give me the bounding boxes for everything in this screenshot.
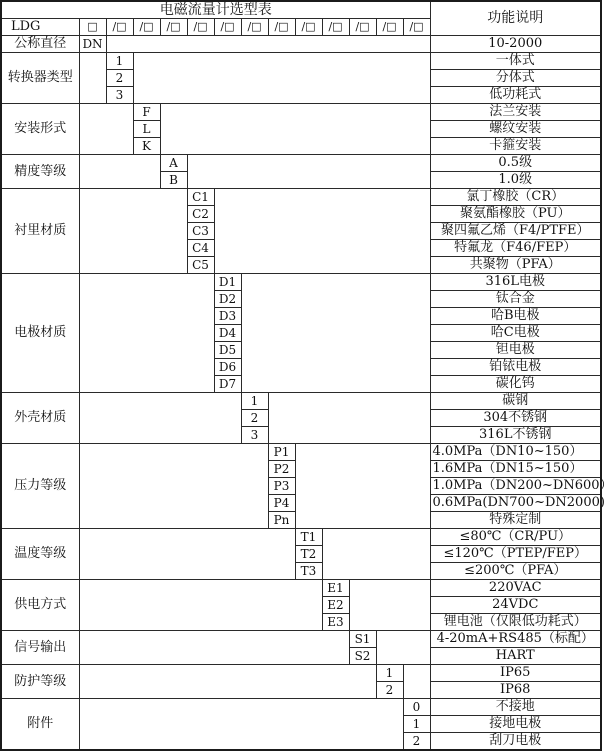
model-slash-cell: /□ bbox=[106, 19, 133, 36]
code-cell: E1 bbox=[322, 580, 349, 597]
desc-cell: 0.6MPa(DN700~DN2000) bbox=[430, 495, 601, 512]
filler-cell bbox=[295, 444, 430, 529]
section-label: 防护等级 bbox=[1, 665, 79, 699]
code-cell: 3 bbox=[106, 87, 133, 104]
desc-cell: 钽电极 bbox=[430, 342, 601, 359]
code-cell: T3 bbox=[295, 563, 322, 580]
code-cell: A bbox=[160, 155, 187, 172]
filler-cell bbox=[214, 189, 430, 274]
desc-cell: 卡箍安装 bbox=[430, 138, 601, 155]
filler-cell bbox=[349, 580, 430, 631]
code-cell: D2 bbox=[214, 291, 241, 308]
code-cell: S1 bbox=[349, 631, 376, 648]
desc-cell: 10-2000 bbox=[430, 36, 601, 53]
filler-cell bbox=[79, 631, 349, 665]
desc-cell: 聚氨酯橡胶（PU） bbox=[430, 206, 601, 223]
model-slash-cell: /□ bbox=[160, 19, 187, 36]
filler-cell bbox=[268, 393, 430, 444]
desc-cell: 接地电极 bbox=[430, 716, 601, 733]
desc-cell: 共聚物（PFA） bbox=[430, 257, 601, 274]
desc-cell: 一体式 bbox=[430, 53, 601, 70]
desc-cell: HART bbox=[430, 648, 601, 665]
page-title: 电磁流量计选型表 bbox=[1, 1, 430, 19]
filler-cell bbox=[79, 699, 403, 751]
desc-cell: 304不锈钢 bbox=[430, 410, 601, 427]
code-cell: 2 bbox=[241, 410, 268, 427]
desc-cell: IP65 bbox=[430, 665, 601, 682]
code-cell: P1 bbox=[268, 444, 295, 461]
desc-cell: 哈C电极 bbox=[430, 325, 601, 342]
model-slash-cell: /□ bbox=[214, 19, 241, 36]
desc-cell: ≤200℃（PFA） bbox=[430, 563, 601, 580]
section-label: 温度等级 bbox=[1, 529, 79, 580]
desc-cell: 316L电极 bbox=[430, 274, 601, 291]
desc-cell: 316L不锈钢 bbox=[430, 427, 601, 444]
code-cell: E3 bbox=[322, 614, 349, 631]
code-cell: B bbox=[160, 172, 187, 189]
desc-cell: 刮刀电极 bbox=[430, 733, 601, 751]
desc-cell: 4-20mA+RS485（标配） bbox=[430, 631, 601, 648]
desc-cell: 4.0MPa（DN10~150） bbox=[430, 444, 601, 461]
code-cell: D4 bbox=[214, 325, 241, 342]
section-label: 安装形式 bbox=[1, 104, 79, 155]
code-cell: L bbox=[133, 121, 160, 138]
section-label: 信号输出 bbox=[1, 631, 79, 665]
model-label: LDG bbox=[1, 19, 79, 36]
model-slash-cell: /□ bbox=[187, 19, 214, 36]
filler-cell bbox=[79, 665, 376, 699]
code-cell: E2 bbox=[322, 597, 349, 614]
code-cell: 1 bbox=[241, 393, 268, 410]
code-cell: P2 bbox=[268, 461, 295, 478]
code-cell: 1 bbox=[403, 716, 430, 733]
code-cell: 2 bbox=[106, 70, 133, 87]
model-box-cell: □ bbox=[79, 19, 106, 36]
desc-cell: 法兰安装 bbox=[430, 104, 601, 121]
desc-cell: 碳钢 bbox=[430, 393, 601, 410]
desc-cell: 螺纹安装 bbox=[430, 121, 601, 138]
section-label: 转换器类型 bbox=[1, 53, 79, 104]
code-cell: C3 bbox=[187, 223, 214, 240]
code-cell: DN bbox=[79, 36, 106, 53]
code-cell: D3 bbox=[214, 308, 241, 325]
model-slash-cell: /□ bbox=[322, 19, 349, 36]
desc-cell: ≤80℃（CR/PU） bbox=[430, 529, 601, 546]
model-slash-cell: /□ bbox=[268, 19, 295, 36]
code-cell: S2 bbox=[349, 648, 376, 665]
filler-cell bbox=[403, 665, 430, 699]
desc-cell: 聚四氟乙烯（F4/PTFE） bbox=[430, 223, 601, 240]
desc-cell: 1.0MPa（DN200~DN600） bbox=[430, 478, 601, 495]
section-label: 压力等级 bbox=[1, 444, 79, 529]
code-cell: C4 bbox=[187, 240, 214, 257]
filler-cell bbox=[322, 529, 430, 580]
desc-cell: IP68 bbox=[430, 682, 601, 699]
filler-cell bbox=[79, 104, 133, 155]
filler-cell bbox=[79, 444, 268, 529]
desc-cell: 1.0级 bbox=[430, 172, 601, 189]
section-label: 附件 bbox=[1, 699, 79, 751]
code-cell: C5 bbox=[187, 257, 214, 274]
code-cell: C1 bbox=[187, 189, 214, 206]
filler-cell bbox=[79, 53, 106, 104]
desc-cell: 1.6MPa（DN15~150） bbox=[430, 461, 601, 478]
model-slash-cell: /□ bbox=[376, 19, 403, 36]
model-slash-cell: /□ bbox=[133, 19, 160, 36]
code-cell: P3 bbox=[268, 478, 295, 495]
code-cell: 3 bbox=[241, 427, 268, 444]
code-cell: C2 bbox=[187, 206, 214, 223]
section-label: 精度等级 bbox=[1, 155, 79, 189]
desc-cell: 锂电池（仅限低功耗式） bbox=[430, 614, 601, 631]
code-cell: P4 bbox=[268, 495, 295, 512]
code-cell: T2 bbox=[295, 546, 322, 563]
filler-cell bbox=[79, 393, 241, 444]
code-cell: D6 bbox=[214, 359, 241, 376]
desc-cell: 低功耗式 bbox=[430, 87, 601, 104]
code-cell: D7 bbox=[214, 376, 241, 393]
code-cell: 1 bbox=[106, 53, 133, 70]
desc-cell: 分体式 bbox=[430, 70, 601, 87]
model-slash-cell: /□ bbox=[403, 19, 430, 36]
filler-cell bbox=[79, 580, 322, 631]
function-column-header: 功能说明 bbox=[430, 1, 601, 36]
code-cell: Pn bbox=[268, 512, 295, 529]
desc-cell: 0.5级 bbox=[430, 155, 601, 172]
model-slash-cell: /□ bbox=[241, 19, 268, 36]
code-cell: K bbox=[133, 138, 160, 155]
filler-cell bbox=[160, 104, 430, 155]
code-cell: T1 bbox=[295, 529, 322, 546]
code-cell: F bbox=[133, 104, 160, 121]
filler-cell bbox=[376, 631, 430, 665]
code-cell: D5 bbox=[214, 342, 241, 359]
code-cell: 2 bbox=[403, 733, 430, 751]
section-label: 衬里材质 bbox=[1, 189, 79, 274]
filler-cell bbox=[106, 36, 430, 53]
desc-cell: 铂铱电极 bbox=[430, 359, 601, 376]
filler-cell bbox=[79, 529, 295, 580]
section-label: 外壳材质 bbox=[1, 393, 79, 444]
filler-cell bbox=[241, 274, 430, 393]
model-slash-cell: /□ bbox=[349, 19, 376, 36]
desc-cell: 220VAC bbox=[430, 580, 601, 597]
desc-cell: 碳化钨 bbox=[430, 376, 601, 393]
code-cell: 0 bbox=[403, 699, 430, 716]
filler-cell bbox=[187, 155, 430, 189]
filler-cell bbox=[79, 155, 160, 189]
section-label: 公称直径 bbox=[1, 36, 79, 53]
desc-cell: ≤120℃（PTEP/FEP） bbox=[430, 546, 601, 563]
section-label: 电极材质 bbox=[1, 274, 79, 393]
desc-cell: 氯丁橡胶（CR） bbox=[430, 189, 601, 206]
desc-cell: 钛合金 bbox=[430, 291, 601, 308]
desc-cell: 24VDC bbox=[430, 597, 601, 614]
filler-cell bbox=[133, 53, 430, 104]
code-cell: 1 bbox=[376, 665, 403, 682]
section-label: 供电方式 bbox=[1, 580, 79, 631]
filler-cell bbox=[79, 189, 187, 274]
desc-cell: 哈B电极 bbox=[430, 308, 601, 325]
desc-cell: 特氟龙（F46/FEP） bbox=[430, 240, 601, 257]
code-cell: D1 bbox=[214, 274, 241, 291]
desc-cell: 不接地 bbox=[430, 699, 601, 716]
code-cell: 2 bbox=[376, 682, 403, 699]
desc-cell: 特殊定制 bbox=[430, 512, 601, 529]
filler-cell bbox=[79, 274, 214, 393]
model-slash-cell: /□ bbox=[295, 19, 322, 36]
